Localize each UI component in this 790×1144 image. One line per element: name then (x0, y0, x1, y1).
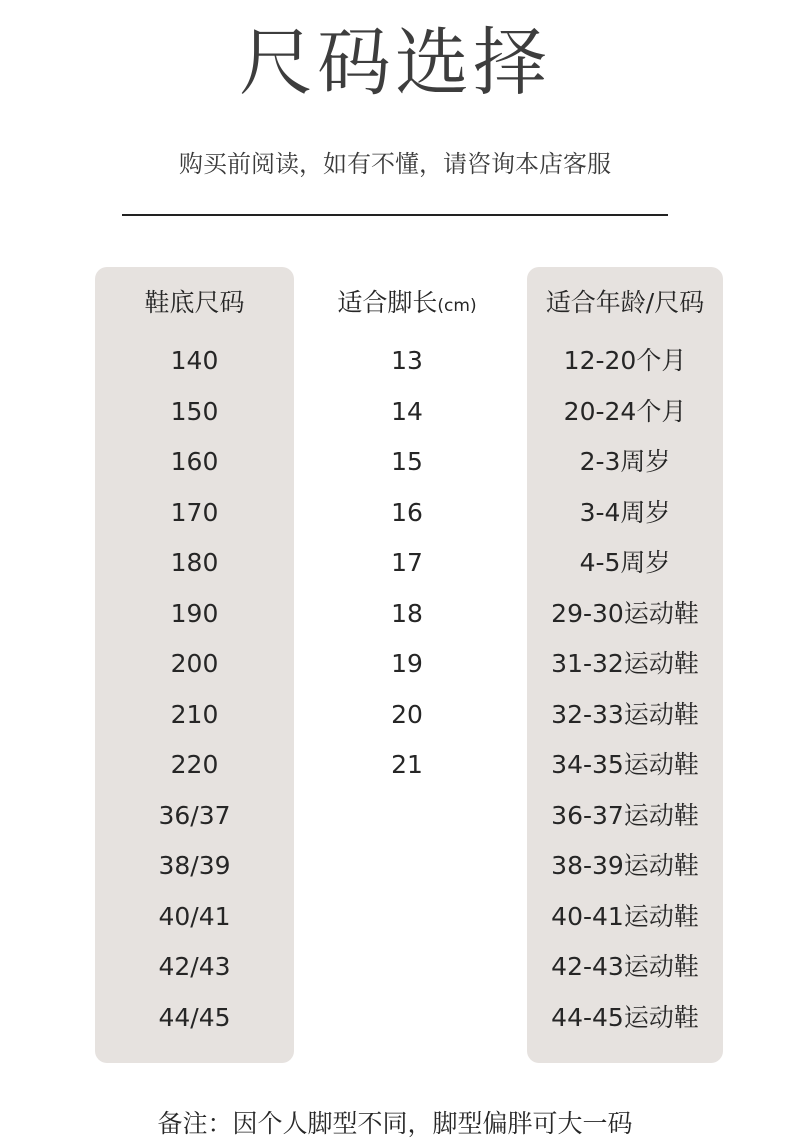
column-header-unit: (cm) (437, 296, 477, 316)
table-cell: 17 (391, 548, 423, 577)
table-cell: 3-4周岁 (579, 497, 671, 527)
table-cell: 20-24个月 (563, 396, 687, 426)
column-header (300, 283, 514, 326)
table-cell: 12-20个月 (563, 346, 687, 375)
table-cell: 15 (391, 447, 423, 476)
table-cell: 40/41 (158, 901, 231, 931)
table-cell: 190 (170, 598, 219, 628)
column-values (95, 340, 294, 1047)
table-cell: 19 (391, 649, 423, 678)
column-values (300, 340, 514, 795)
table-cell: 210 (170, 699, 219, 729)
column-header (527, 283, 723, 323)
table-cell: 38/39 (158, 851, 231, 880)
table-cell: 2-3周岁 (579, 447, 671, 476)
table-cell: 36-37运动鞋 (551, 800, 699, 830)
column-header-label: 适合年龄/尺码 (545, 288, 705, 317)
column-header (95, 283, 294, 323)
table-cell: 140 (170, 346, 219, 375)
table-cell: 32-33运动鞋 (551, 699, 699, 729)
table-cell: 150 (170, 396, 219, 426)
table-cell: 13 (391, 346, 423, 375)
table-cell: 40-41运动鞋 (551, 901, 699, 931)
table-cell: 38-39运动鞋 (551, 851, 699, 880)
table-cell: 31-32运动鞋 (551, 649, 699, 678)
page-title: 尺码选择 (239, 20, 551, 106)
table-cell: 21 (391, 750, 423, 779)
table-cell: 29-30运动鞋 (551, 598, 699, 628)
table-cell: 18 (391, 598, 423, 628)
table-cell: 34-35运动鞋 (551, 750, 699, 779)
page-subtitle: 购买前阅读，如有不懂，请咨询本店客服 (179, 150, 611, 178)
column-values (527, 340, 723, 1047)
divider (122, 214, 668, 216)
table-cell: 16 (391, 497, 423, 527)
table-cell: 42-43运动鞋 (551, 952, 699, 981)
table-cell: 14 (391, 396, 423, 426)
table-cell: 200 (170, 649, 219, 678)
table-cell: 42/43 (158, 952, 231, 981)
table-cell: 220 (170, 750, 219, 779)
table-cell: 4-5周岁 (579, 548, 671, 577)
table-cell: 44-45运动鞋 (551, 1002, 699, 1032)
column-header-label: 鞋底尺码 (144, 288, 245, 317)
table-cell: 180 (170, 548, 219, 577)
table-cell: 170 (170, 497, 219, 527)
table-cell: 36/37 (158, 800, 231, 830)
table-cell: 44/45 (158, 1002, 231, 1032)
table-cell: 160 (170, 447, 219, 476)
column-header-label: 适合脚长 (337, 288, 438, 317)
footer-note: 备注：因个人脚型不同，脚型偏胖可大一码 (157, 1109, 633, 1138)
table-cell: 20 (391, 699, 423, 729)
